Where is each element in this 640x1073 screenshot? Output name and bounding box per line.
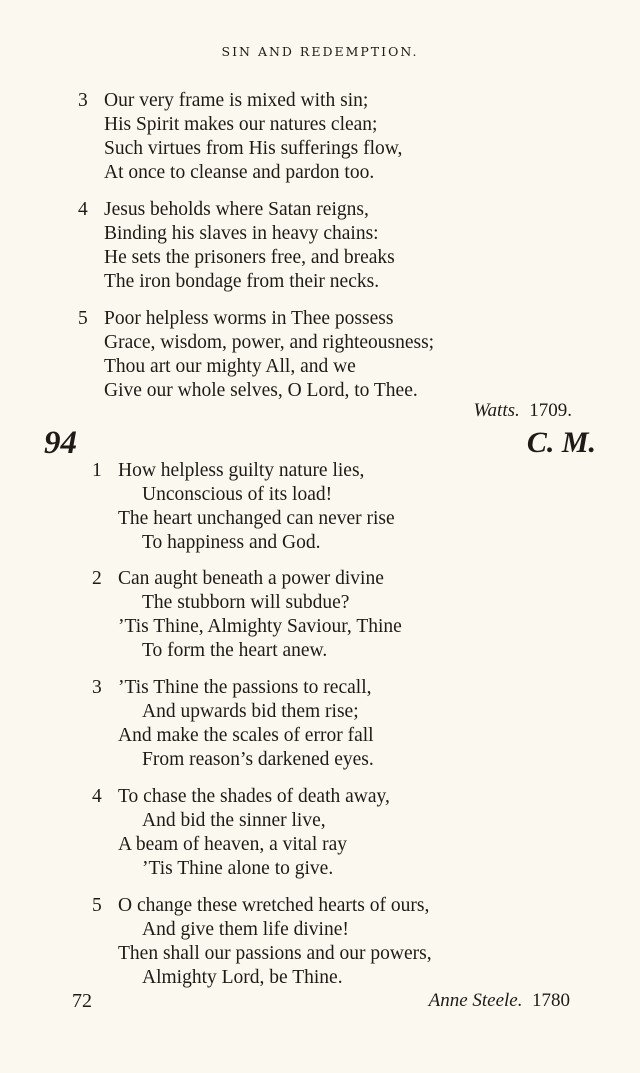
verse-line: Grace, wisdom, power, and righteousness; (104, 332, 435, 353)
verse-line: And give them life divine! (142, 919, 349, 940)
verse-line: At once to cleanse and pardon too. (104, 162, 375, 183)
verse-line: His Spirit makes our natures clean; (104, 114, 378, 135)
verse-line: Thou art our mighty All, and we (104, 356, 356, 377)
verse-line: Such virtues from His sufferings flow, (104, 138, 403, 159)
verse-line: Poor helpless worms in Thee possess (104, 308, 394, 329)
verse-line: The iron bondage from their necks. (104, 271, 380, 292)
verse-line: The stubborn will subdue? (142, 592, 350, 613)
verse-line: Binding his slaves in heavy chains: (104, 223, 379, 244)
verse-line: To form the heart anew. (142, 640, 328, 661)
running-header: SIN AND REDEMPTION. (221, 44, 419, 59)
stanza-number: 4 (92, 786, 102, 807)
stanza-number: 5 (78, 308, 88, 329)
verse-line: O change these wretched hearts of ours, (118, 895, 430, 916)
verse-line: Can aught beneath a power divine (118, 568, 384, 589)
year: 1780 (532, 990, 570, 1011)
verse-line: How helpless guilty nature lies, (118, 460, 365, 481)
verse-line: ’Tis Thine alone to give. (142, 858, 334, 879)
stanza-number: 5 (92, 895, 102, 916)
verse-line: From reason’s darkened eyes. (142, 749, 374, 770)
stanza-number: 3 (92, 677, 102, 698)
verse-line: And upwards bid them rise; (142, 701, 359, 722)
verse-line: Give our whole selves, O Lord, to Thee. (104, 380, 418, 401)
stanza-number: 4 (78, 199, 88, 220)
verse-line: And bid the sinner live, (142, 810, 326, 831)
verse-line: A beam of heaven, a vital ray (118, 834, 348, 855)
verse-line: Jesus beholds where Satan reigns, (104, 199, 369, 220)
verse-line: ’Tis Thine, Almighty Saviour, Thine (118, 616, 402, 637)
author: Anne Steele. (428, 990, 523, 1011)
verse-line: He sets the prisoners free, and breaks (104, 247, 395, 268)
verse-line: Then shall our passions and our powers, (118, 943, 432, 964)
verse-line: ’Tis Thine the passions to recall, (118, 677, 372, 698)
verse-line: To happiness and God. (142, 532, 321, 553)
stanza-number: 2 (92, 568, 102, 589)
hymn-meter: C. M. (526, 426, 596, 459)
prev-attribution (473, 400, 572, 422)
verse-line: Unconscious of its load! (142, 484, 333, 505)
verse-line: To chase the shades of death away, (118, 786, 390, 807)
hymn-number: 94 (44, 425, 77, 461)
attribution (429, 990, 570, 1012)
verse-line: And make the scales of error fall (118, 725, 374, 746)
author: Watts. (473, 400, 520, 421)
page-number: 72 (72, 990, 92, 1012)
year: 1709. (529, 400, 572, 421)
stanza-number: 1 (92, 460, 102, 481)
stanza-number: 3 (78, 90, 88, 111)
verse-line: Almighty Lord, be Thine. (142, 967, 343, 988)
verse-line: Our very frame is mixed with sin; (104, 90, 369, 111)
verse-line: The heart unchanged can never rise (118, 508, 395, 529)
